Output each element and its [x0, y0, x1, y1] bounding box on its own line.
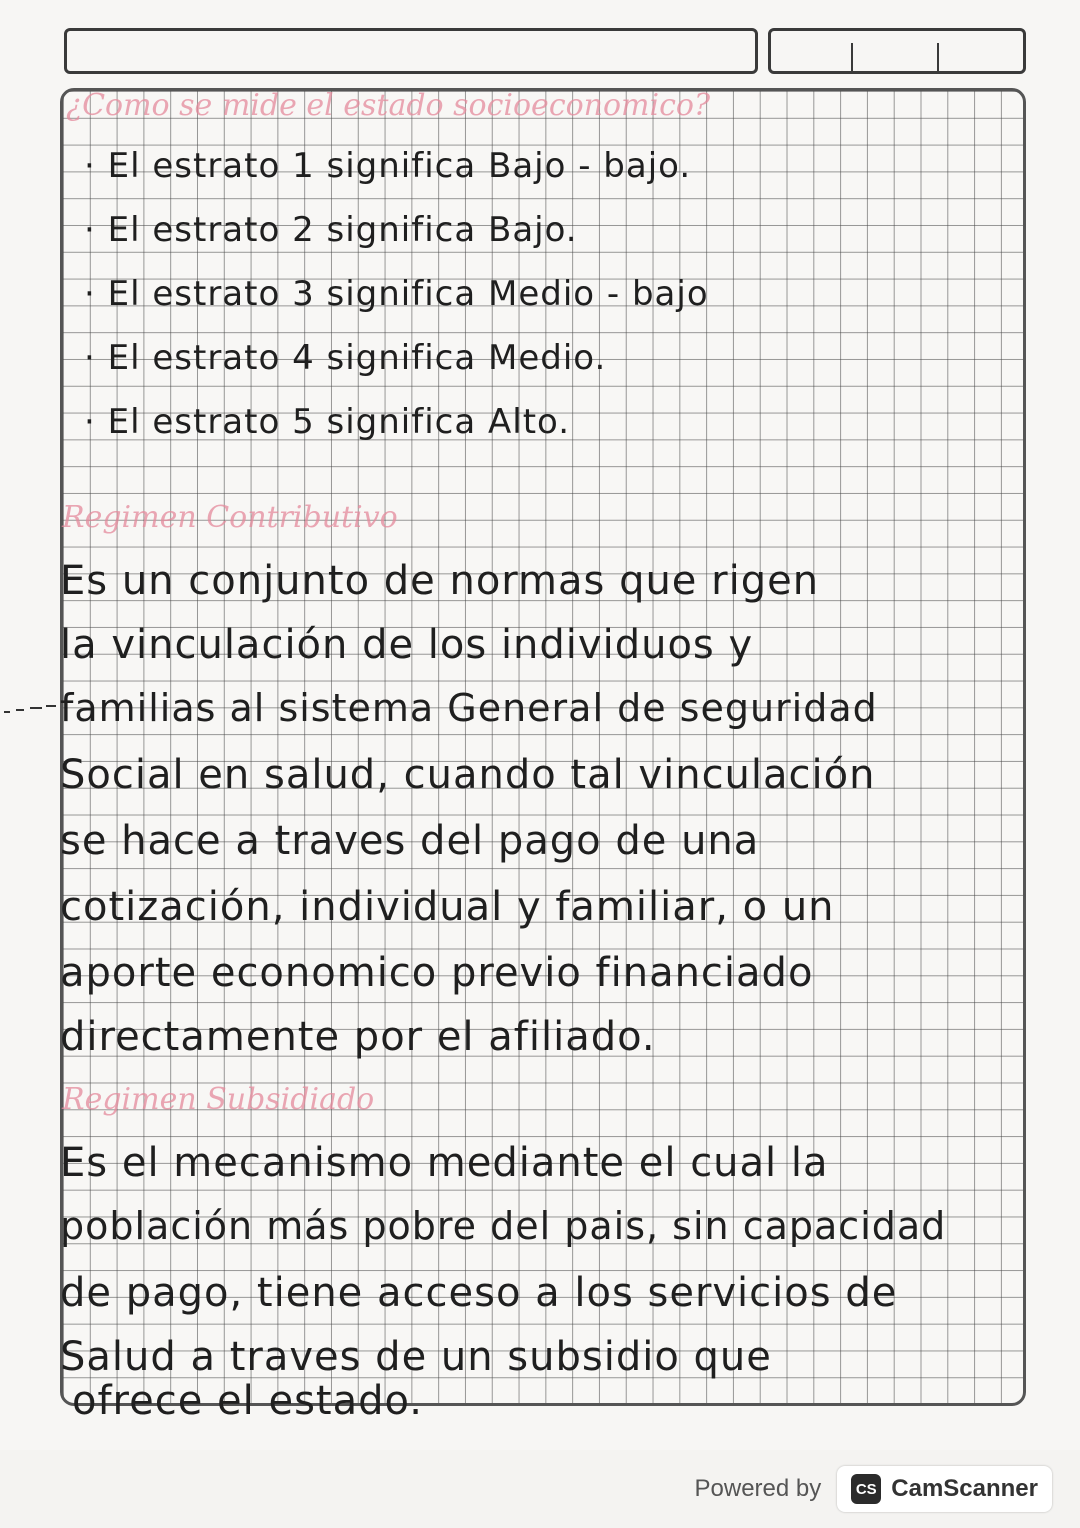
- estrato-item: · El estrato 3 significa Medio - bajo: [84, 274, 709, 314]
- paragraph-line: población más pobre del pais, sin capacidad: [60, 1204, 947, 1248]
- camscanner-badge: [837, 1466, 1052, 1512]
- margin-dashes: [2, 702, 58, 716]
- paragraph-line: de pago, tiene acceso a los servicios de: [60, 1270, 898, 1316]
- title-box: [64, 28, 758, 74]
- date-box: [768, 28, 1026, 74]
- estrato-item: · El estrato 5 significa Alto.: [84, 402, 571, 442]
- estrato-item: · El estrato 2 significa Bajo.: [84, 210, 578, 250]
- camscanner-brand: CamScanner: [891, 1475, 1038, 1502]
- paragraph-line: Es un conjunto de normas que rigen: [60, 558, 820, 604]
- paragraph-line: se hace a traves del pago de una: [60, 818, 760, 864]
- date-divider: [937, 43, 939, 71]
- estrato-item: · El estrato 4 significa Medio.: [84, 338, 607, 378]
- paragraph-line: familias al sistema General de seguridad: [60, 686, 878, 730]
- paragraph-line: Social en salud, cuando tal vinculación: [60, 752, 876, 798]
- paragraph-line: cotización, individual y familiar, o un: [60, 884, 835, 930]
- paragraph-line: la vinculación de los individuos y: [60, 622, 754, 668]
- paragraph-line: Es el mecanismo mediante el cual la: [60, 1140, 829, 1186]
- camscanner-footer: [695, 1466, 1052, 1512]
- heading-socioeconomic: ¿Como se mide el estado socioeconomico?: [66, 88, 711, 123]
- date-divider: [851, 43, 853, 71]
- powered-by-text: Powered by: [694, 1475, 822, 1502]
- paragraph-line: Salud a traves de un subsidio que: [60, 1334, 772, 1380]
- heading-contributivo: Regimen Contributivo: [62, 500, 398, 535]
- paragraph-line: aporte economico previo financiado: [60, 950, 814, 996]
- camscanner-logo-icon: CS: [851, 1474, 881, 1504]
- heading-subsidiado: Regimen Subsidiado: [62, 1082, 375, 1117]
- estrato-item: · El estrato 1 significa Bajo - bajo.: [84, 146, 692, 186]
- paragraph-line: directamente por el afiliado.: [60, 1014, 656, 1060]
- paragraph-line: ofrece el estado.: [72, 1378, 424, 1424]
